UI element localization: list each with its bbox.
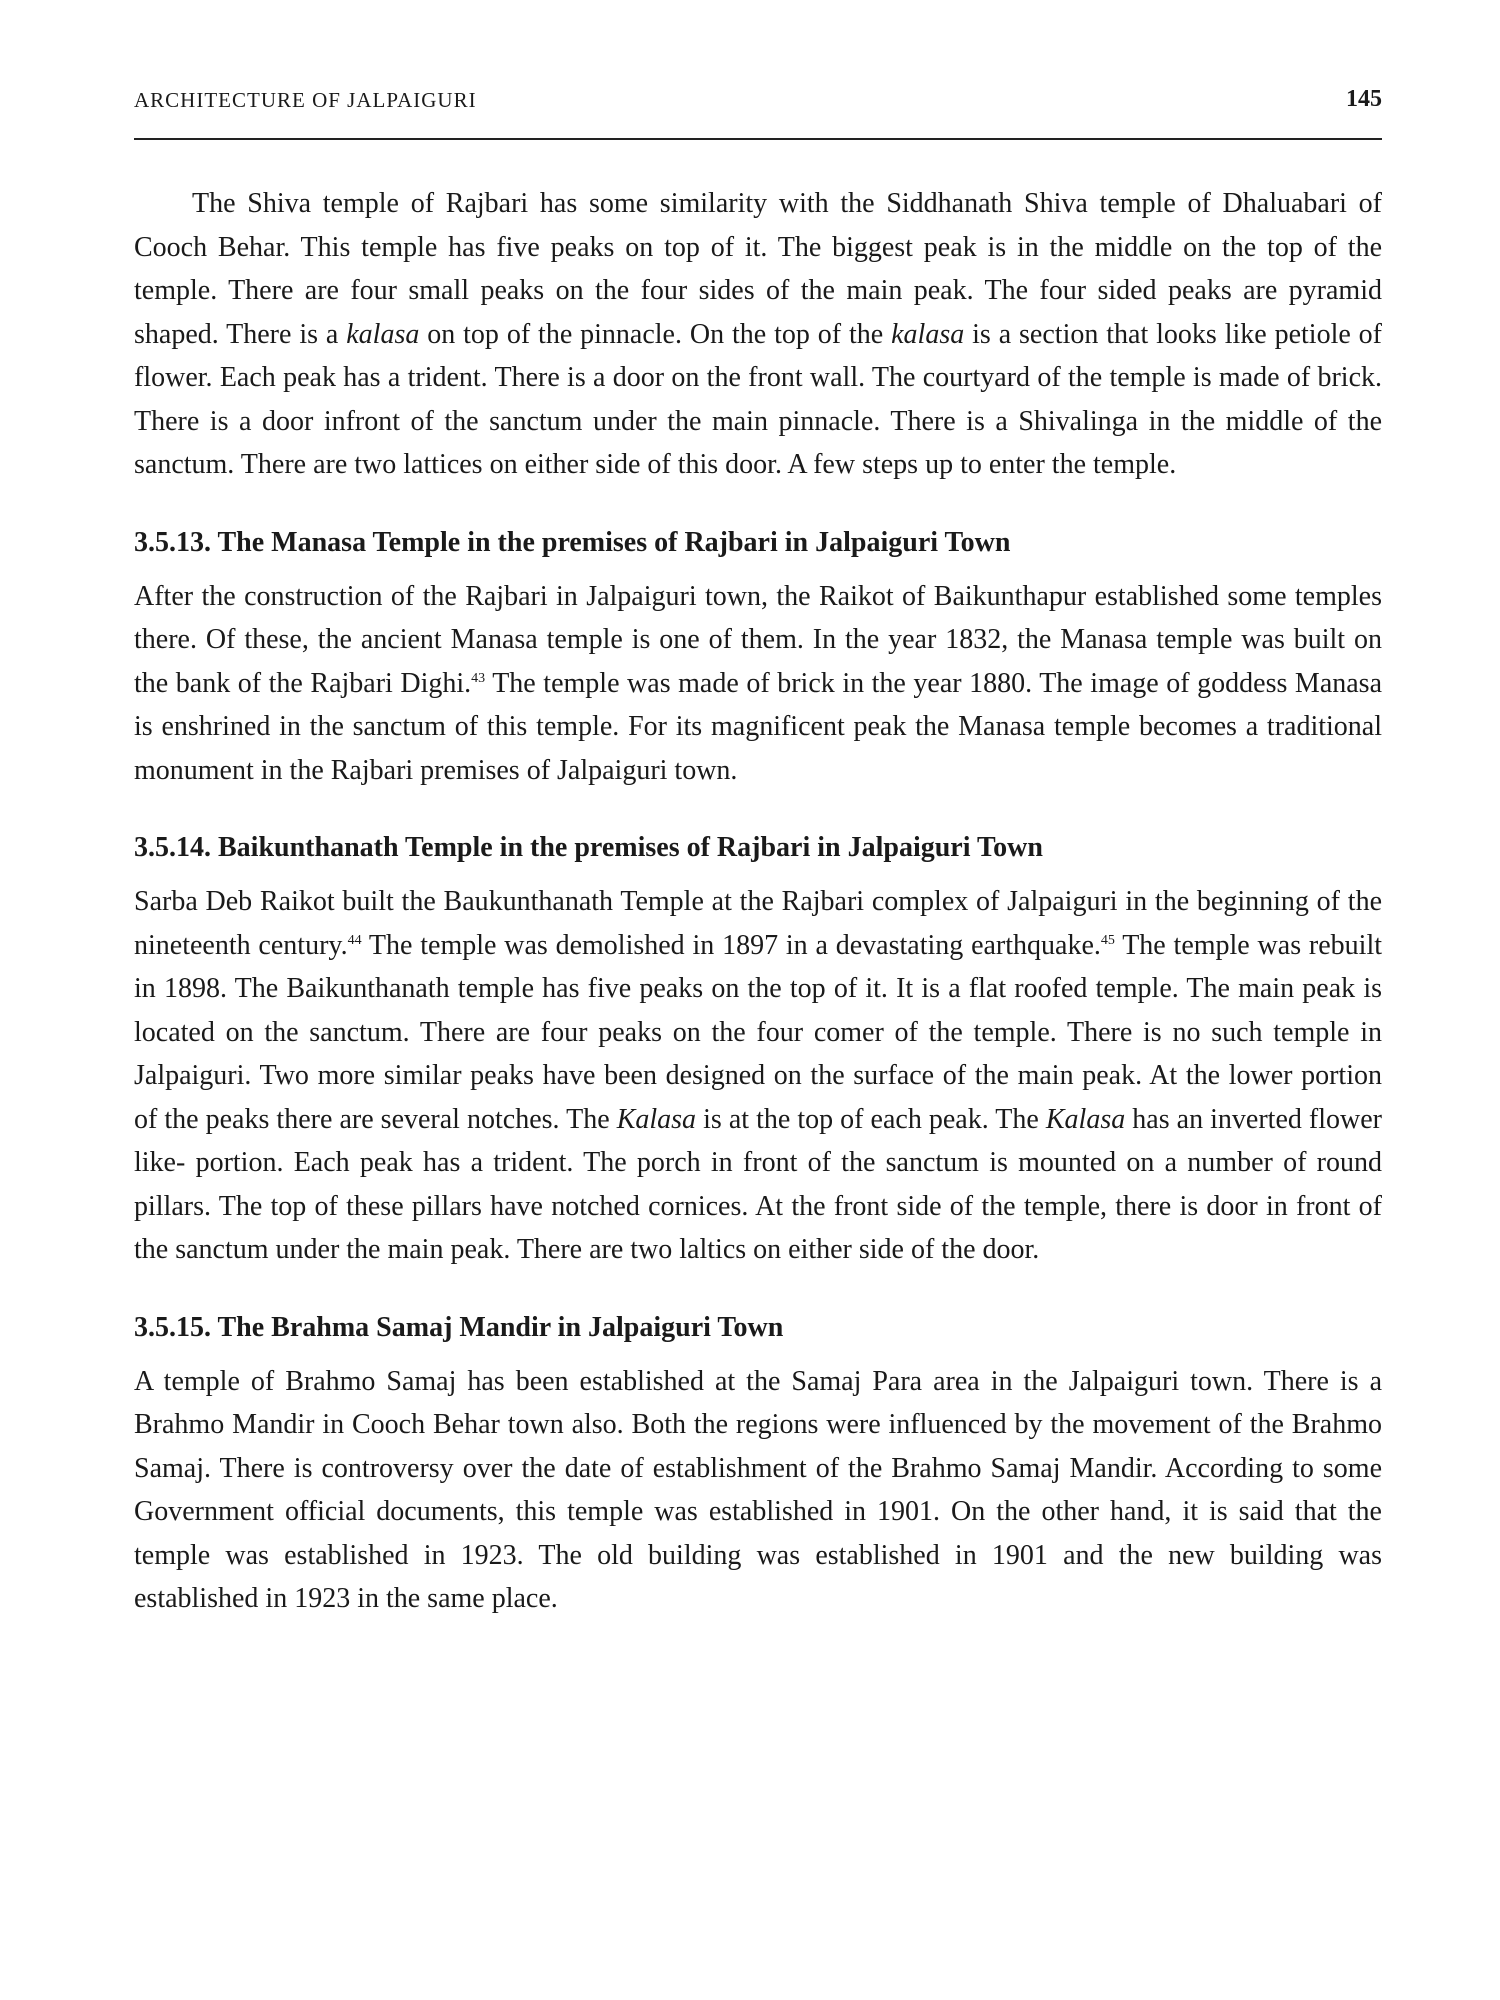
- footnote-ref-43: 43: [471, 670, 486, 686]
- section-paragraph-3-5-14: [134, 880, 1382, 1272]
- sec14-text-4: is at the top of each peak. The: [696, 1103, 1046, 1135]
- sec13-text-2: The temple was made of brick in the year 1880. The image of goddess Manasa is enshrined in the sanctum of this temple. For its magnificent peak the Manasa temple becomes a traditional monument in the Rajbari premises of Jalpaiguri town.: [134, 667, 1383, 786]
- intro-paragraph: [134, 182, 1382, 487]
- section-heading-3-5-14: 3.5.14. Baikunthanath Temple in the premises of Rajbari in Jalpaiguri Town: [134, 832, 1043, 863]
- section-heading-3-5-13: 3.5.13. The Manasa Temple in the premises of Rajbari in Jalpaiguri Town: [134, 526, 1011, 558]
- footnote-ref-45: 45: [1100, 932, 1115, 948]
- kalasa-term: Kalasa: [1045, 1103, 1126, 1135]
- section-paragraph-3-5-15: [134, 1360, 1382, 1621]
- running-title: ARCHITECTURE OF JALPAIGURI: [134, 88, 477, 112]
- intro-text-3: is a section that looks like petiole of flower. Each peak has a trident. There is a door on the front wall. The courtyard of the temple is made of brick. There is a door infront of the sanctum under the main pinnacle. There is a Shivalinga in the middle of the sanctum. There are two lattices on either side of this door. A few steps up to enter the temple.: [134, 318, 1382, 480]
- section-paragraph-3-5-13: [134, 575, 1382, 793]
- intro-text-2: on top of the pinnacle. On the top of the: [419, 318, 892, 350]
- kalasa-term: kalasa: [346, 318, 420, 350]
- kalasa-term: Kalasa: [616, 1103, 697, 1135]
- sec15-text-1: A temple of Brahmo Samaj has been established at the Samaj Para area in the Jalpaiguri town. There is a Brahmo Mandir in Cooch Behar town also. Both the regions were influenced by the movement of the Brahmo Samaj. There is controversy over the date of establishment of the Brahmo Samaj Mandir. According to some Government official documents, this temple was established in 1901. On the other hand, it is said that the temple was established in 1923. The old building was established in 1901 and the new building was established in 1923 in the same place.: [134, 1365, 1382, 1614]
- sec14-text-3: The temple was rebuilt in 1898. The Baikunthanath temple has five peaks on the top of it. It is a flat roofed temple. The main peak is located on the sanctum. There are four peaks on the four comer of the temple. There is no such temple in Jalpaiguri. Two more similar peaks have been designed on the surface of the main peak. At the lower portion of the peaks there are several notches. The: [134, 929, 1382, 1135]
- footnote-ref-44: 44: [347, 932, 362, 948]
- kalasa-term: kalasa: [891, 318, 965, 350]
- page-body: [134, 182, 1382, 1621]
- header-rule: [134, 138, 1382, 140]
- intro-text-1: The Shiva temple of Rajbari has some similarity with the Siddhanath Shiva temple of Dhaluabari of Cooch Behar. This temple has five peaks on top of it. The biggest peak is in the middle on the top of the temple. There are four small peaks on the four sides of the main peak. The four sided peaks are pyramid shaped. There is a: [134, 188, 1382, 350]
- page-number: 145: [1346, 86, 1382, 112]
- sec13-text-1: After the construction of the Rajbari in Jalpaiguri town, the Raikot of Baikunthapur established some temples there. Of these, the ancient Manasa temple is one of them. In the year 1832, the Manasa temple was built on the bank of the Rajbari Dighi.: [134, 580, 1382, 699]
- running-header: [134, 84, 1382, 124]
- section-heading-3-5-15: 3.5.15. The Brahma Samaj Mandir in Jalpaiguri Town: [134, 1311, 784, 1343]
- sec14-text-1: Sarba Deb Raikot built the Baukunthanath Temple at the Rajbari complex of Jalpaiguri in the beginning of the nineteenth century.: [134, 886, 1382, 961]
- sec14-text-5: has an inverted flower like- portion. Each peak has a trident. The porch in front of the sanctum is mounted on a number of round pillars. The top of these pillars have notched cornices. At the front side of the temple, there is door in front of the sanctum under the main peak. There are two laltics on either side of the door.: [134, 1103, 1383, 1265]
- sec14-text-2: The temple was demolished in 1897 in a devastating earthquake.: [361, 929, 1101, 961]
